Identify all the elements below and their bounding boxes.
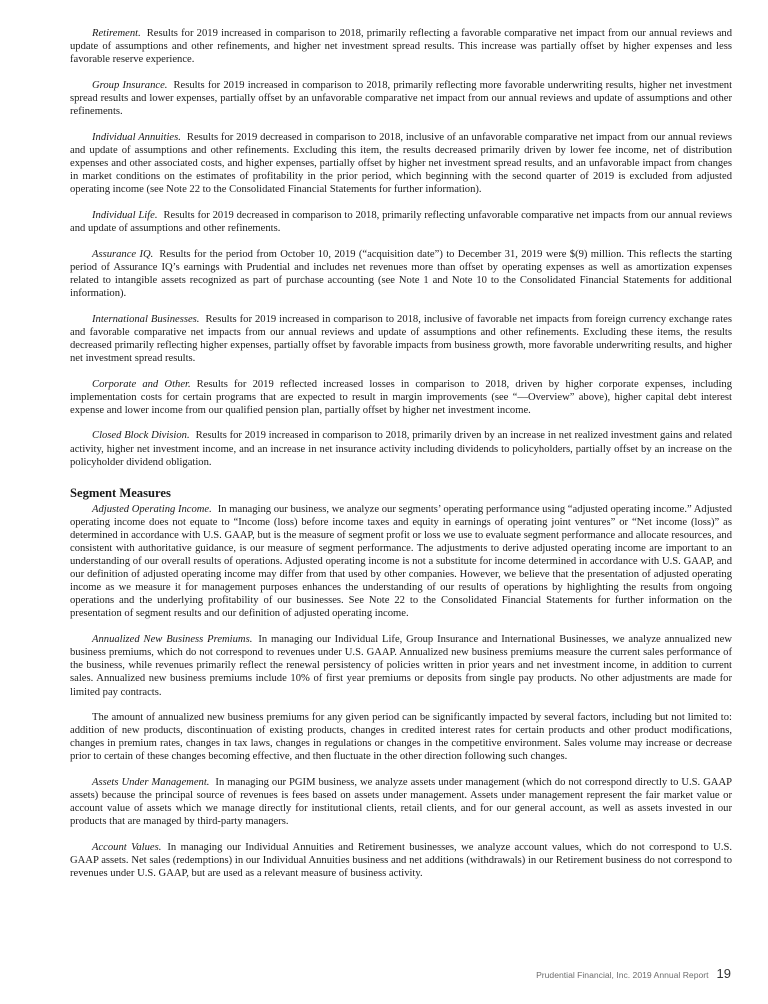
paragraph-assurance-iq (70, 248, 732, 300)
paragraph-text: Results for 2019 increased in comparison to 2018, primarily reflecting more favorable underwriting results, higher net investment spread results and lower expenses, partially offset by an unfavorable comparative net impact from our annual reviews and update of assumptions and other refinements. (70, 79, 733, 118)
paragraph-annualized-premiums-factors (70, 711, 732, 763)
report-title: Prudential Financial, Inc. 2019 Annual Report (536, 970, 709, 980)
paragraph-lead: Adjusted Operating Income. (92, 503, 212, 515)
paragraph-text: The amount of annualized new business premiums for any given period can be significantly impacted by several factors, including but not limited to: addition of new products, discontinuation of existing products, changes in credited interest rates for certain products and other product modifications, changes in premium rates, changes in tax laws, changes in regulations or changes in the competitive environment. Sales volume may increase or decrease prior to certain of these changes becoming effective, and then fluctuate in the other direction following such changes. (70, 712, 732, 763)
paragraph-text: Results for 2019 increased in comparison to 2018, inclusive of favorable net impacts from foreign currency exchange rates and favorable comparative net impacts from our annual reviews and update of assumptions and other refinements. Excluding these items, the results decreased primarily reflecting higher expenses, partially offset by favorable impacts from business growth, more favorable underwriting results, and higher net investment spread results. (70, 313, 732, 364)
paragraph-adjusted-operating-income (70, 503, 732, 621)
page-footer (536, 966, 731, 981)
paragraph-text: In managing our PGIM business, we analyze assets under management (which do not correspond directly to U.S. GAAP assets) because the principal source of revenues is fees based on assets under management. Assets under management represent the fair market value or account value of assets which we manage directly for institutional clients, retail clients, and for our general account, as well as assets invested in our products that are managed by third-party managers. (70, 777, 732, 828)
paragraph-text: Results for 2019 decreased in comparison to 2018, inclusive of an unfavorable comparative net impact from our annual reviews and update of assumptions and other refinements. Excluding this item, the results decreased primarily driven by lower fee income, net of distribution expenses and other associated costs, and higher expenses, partially offset by higher net investment spread results, and an unfavorable impact from changes in market conditions on the estimates of profitability in the prior period, which beginning with the second quarter of 2019 is excluded from adjusted operating income (see Note 22 to the Consolidated Financial Statements for further information). (70, 131, 732, 196)
paragraph-text: In managing our Individual Life, Group Insurance and International Businesses, we analyze annualized new business premiums, which do not correspond to revenues under U.S. GAAP. Annualized new business premiums measure the current sales performance of the business, while revenues primarily reflect the renewal persistency of policies written in prior years and net investment income, in addition to current sales. Annualized new business premiums include 10% of first year premiums or deposits from single pay products. No other adjustments are made for limited pay contracts. (70, 634, 732, 698)
paragraph-lead: Corporate and Other. (92, 378, 191, 390)
paragraph-lead: Retirement. (92, 28, 141, 39)
paragraph-retirement (70, 27, 732, 66)
paragraph-lead: International Businesses. (92, 313, 200, 325)
paragraph-lead: Account Values. (92, 842, 162, 854)
paragraph-text: Results for 2019 increased in comparison to 2018, primarily reflecting a favorable comparative net impact from our annual reviews and update of assumptions and other refinements, and higher net investment spread results. This increase was partially offset by higher expenses and less favorable reserve experience. (70, 28, 732, 66)
paragraph-text: Results for 2019 increased in comparison to 2018, primarily driven by an increase in net realized investment gains and related activity, higher net investment income, and an increase in net insurance activity including dividends to policyholders, partially offset by an increase on the policyholder dividend obligation. (70, 430, 733, 468)
page-number: 19 (716, 966, 731, 981)
paragraph-lead: Individual Life. (92, 209, 158, 221)
paragraph-text: Results for the period from October 10, 2019 (“acquisition date”) to December 31, 2019 were $(9) million. This reflects the starting period of Assurance IQ’s earnings with Prudential and includes net revenues more than offset by operating expenses as well as amortization expenses related to intangible assets recognized as part of purchase accounting (see Note 1 and Note 10 to the Consolidated Financial Statements for additional information). (70, 248, 733, 299)
paragraph-lead: Individual Annuities. (92, 131, 181, 143)
paragraph-lead: Annualized New Business Premiums. (92, 634, 253, 646)
paragraph-individual-life (70, 209, 732, 235)
paragraph-text: Results for 2019 decreased in comparison to 2018, primarily reflecting unfavorable comparative net impacts from our annual reviews and update of assumptions and other refinements. (70, 209, 733, 234)
paragraph-assets-under-management (70, 776, 732, 828)
section-heading-segment-measures: Segment Measures (70, 485, 171, 500)
paragraph-lead: Closed Block Division. (92, 430, 190, 442)
paragraph-group-insurance (70, 79, 732, 118)
paragraph-annualized-new-business-premiums (70, 633, 732, 698)
paragraph-lead: Assets Under Management. (92, 777, 210, 789)
paragraph-closed-block-division (70, 429, 732, 468)
paragraph-international-businesses (70, 313, 732, 365)
paragraph-individual-annuities (70, 131, 732, 196)
document-page (70, 27, 732, 893)
paragraph-text: In managing our business, we analyze our segments’ operating performance using “adjusted operating income.” Adjusted operating income does not equate to “Income (loss) before income taxes and equity in earnings of operating joint ventures” or “Net income (loss)” as determined in accordance with U.S. GAAP, but is the measure of segment profit or loss we use to evaluate segment performance and allocate resources, and consistent with authoritative guidance, is our measure of segment performance. The adjustments to derive adjusted operating income are important to an understanding of our overall results of operations. Adjusted operating income is not a substitute for income determined in accordance with U.S. GAAP, and our definition of adjusted operating income may differ from that used by other companies. However, we believe that the presentation of adjusted operating income as we measure it for management purposes enhances the understanding of our results of operations by highlighting the results from ongoing operations and the underlying profitability of our businesses. See Note 22 to the Consolidated Financial Statements for further information on the presentation of segment results and our definition of adjusted operating income. (70, 503, 732, 620)
paragraph-lead: Group Insurance. (92, 79, 168, 91)
paragraph-text: In managing our Individual Annuities and Retirement businesses, we analyze account values, which do not correspond to U.S. GAAP assets. Net sales (redemptions) in our Individual Annuities business and net additions (withdrawals) in our Retirement business do not correspond to revenues under U.S. GAAP, but are used as a relevant measure of business activity. (70, 842, 733, 880)
paragraph-text: Results for 2019 reflected increased losses in comparison to 2018, driven by higher corporate expenses, including implementation costs for certain programs that are expected to result in margin improvements (see “—Overview” above), higher capital debt interest expense and lower income from our qualified pension plan, partially offset by higher net investment income. (70, 378, 732, 416)
paragraph-lead: Assurance IQ. (92, 248, 154, 260)
paragraph-corporate-and-other (70, 378, 732, 417)
paragraph-account-values (70, 841, 732, 880)
